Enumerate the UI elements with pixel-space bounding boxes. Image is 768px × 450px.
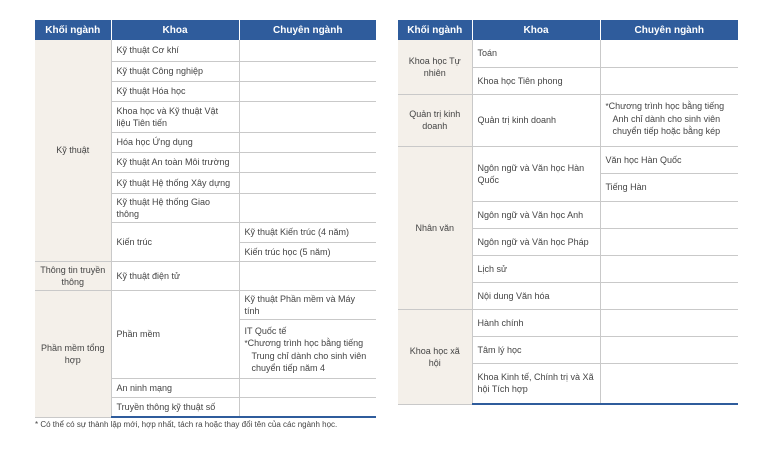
major-cell-empty xyxy=(600,201,738,228)
faculty-cell: Truyền thông kỹ thuật số xyxy=(111,397,239,417)
header-group: Khối ngành xyxy=(398,20,472,40)
faculty-cell: Tâm lý học xyxy=(472,336,600,363)
faculty-cell: Khoa học Tiên phong xyxy=(472,67,600,94)
program-note xyxy=(245,337,372,374)
group-kythuat: Kỹ thuật xyxy=(35,40,111,261)
faculty-cell: Quản trị kinh doanh xyxy=(472,94,600,146)
header-faculty: Khoa xyxy=(111,20,239,40)
header-major: Chuyên ngành xyxy=(600,20,738,40)
note-text: Chương trình học bằng tiếng Anh chỉ dành cho sinh viên chuyển tiếp hoặc bằng kép xyxy=(608,100,725,136)
group-thongtin: Thông tin truyền thông xyxy=(35,261,111,290)
major-cell-empty xyxy=(600,363,738,404)
major-cell-empty xyxy=(239,152,376,172)
faculty-cell: Kỹ thuật Công nghiệp xyxy=(111,61,239,81)
faculty-cell: Kỹ thuật Hệ thống Xây dựng xyxy=(111,172,239,193)
faculty-cell: Hóa học Ứng dụng xyxy=(111,132,239,152)
faculty-cell: Kỹ thuật An toàn Môi trường xyxy=(111,152,239,172)
major-cell-empty xyxy=(239,193,376,222)
major-cell-empty xyxy=(600,309,738,336)
faculty-cell: Kỹ thuật điện tử xyxy=(111,261,239,290)
major-cell-empty xyxy=(600,67,738,94)
note-text: Chương trình học bằng tiếng Trung chỉ dành cho sinh viên chuyển tiếp năm 4 xyxy=(247,337,367,373)
major-cell-empty xyxy=(239,172,376,193)
asterisk: * xyxy=(244,338,248,348)
group-phanmem: Phần mềm tổng hợp xyxy=(35,290,111,417)
header-group: Khối ngành xyxy=(35,20,111,40)
faculty-cell: Phần mềm xyxy=(111,290,239,378)
major-cell-empty xyxy=(600,336,738,363)
major-cell-empty xyxy=(239,397,376,417)
program-note xyxy=(606,100,734,137)
faculty-cell: Ngôn ngữ và Văn học Hàn Quốc xyxy=(472,146,600,201)
major-cell-empty xyxy=(239,40,376,61)
major-cell: Văn học Hàn Quốc xyxy=(600,146,738,173)
major-cell-with-note xyxy=(600,94,738,146)
faculty-cell: Lịch sử xyxy=(472,255,600,282)
footnote-text: Có thể có sự thành lập mới, hợp nhất, tách ra hoặc thay đổi tên của các ngành học. xyxy=(40,420,338,429)
right-program-table xyxy=(398,20,738,405)
footnote xyxy=(35,420,337,429)
major-cell-with-note xyxy=(239,319,376,378)
major-cell-empty xyxy=(600,40,738,67)
major-cell-empty xyxy=(239,61,376,81)
major-cell-empty xyxy=(600,228,738,255)
major-cell-empty xyxy=(239,132,376,152)
asterisk: * xyxy=(605,101,609,111)
faculty-cell: Hành chính xyxy=(472,309,600,336)
faculty-cell: Khoa học và Kỹ thuật Vật liệu Tiên tiến xyxy=(111,101,239,132)
asterisk: * xyxy=(35,420,39,429)
major-cell-empty xyxy=(239,378,376,397)
group-quantri: Quản trị kinh doanh xyxy=(398,94,472,146)
major-cell-empty xyxy=(600,282,738,309)
left-program-table xyxy=(35,20,376,418)
major-cell-empty xyxy=(239,261,376,290)
faculty-cell: An ninh mạng xyxy=(111,378,239,397)
faculty-cell: Ngôn ngữ và Văn học Pháp xyxy=(472,228,600,255)
faculty-cell: Toán xyxy=(472,40,600,67)
faculty-cell: Khoa Kinh tế, Chính trị và Xã hội Tích hợp xyxy=(472,363,600,404)
faculty-cell: Ngôn ngữ và Văn học Anh xyxy=(472,201,600,228)
faculty-cell: Kiến trúc xyxy=(111,222,239,261)
major-cell: Kỹ thuật Phần mềm và Máy tính xyxy=(239,290,376,319)
major-cell: Tiếng Hàn xyxy=(600,173,738,201)
group-tunhien: Khoa học Tự nhiên xyxy=(398,40,472,94)
major-name: IT Quốc tế xyxy=(244,325,287,336)
faculty-cell: Kỹ thuật Hóa học xyxy=(111,81,239,101)
group-xahoi: Khoa học xã hội xyxy=(398,309,472,404)
header-major: Chuyên ngành xyxy=(239,20,376,40)
major-cell-empty xyxy=(600,255,738,282)
faculty-cell: Kỹ thuật Hệ thống Giao thông xyxy=(111,193,239,222)
major-cell: Kiến trúc học (5 năm) xyxy=(239,242,376,261)
major-cell-empty xyxy=(239,101,376,132)
header-faculty: Khoa xyxy=(472,20,600,40)
major-cell: Kỹ thuật Kiến trúc (4 năm) xyxy=(239,222,376,242)
major-cell-empty xyxy=(239,81,376,101)
faculty-cell: Nội dung Văn hóa xyxy=(472,282,600,309)
faculty-cell: Kỹ thuật Cơ khí xyxy=(111,40,239,61)
group-nhanvan: Nhân văn xyxy=(398,146,472,309)
